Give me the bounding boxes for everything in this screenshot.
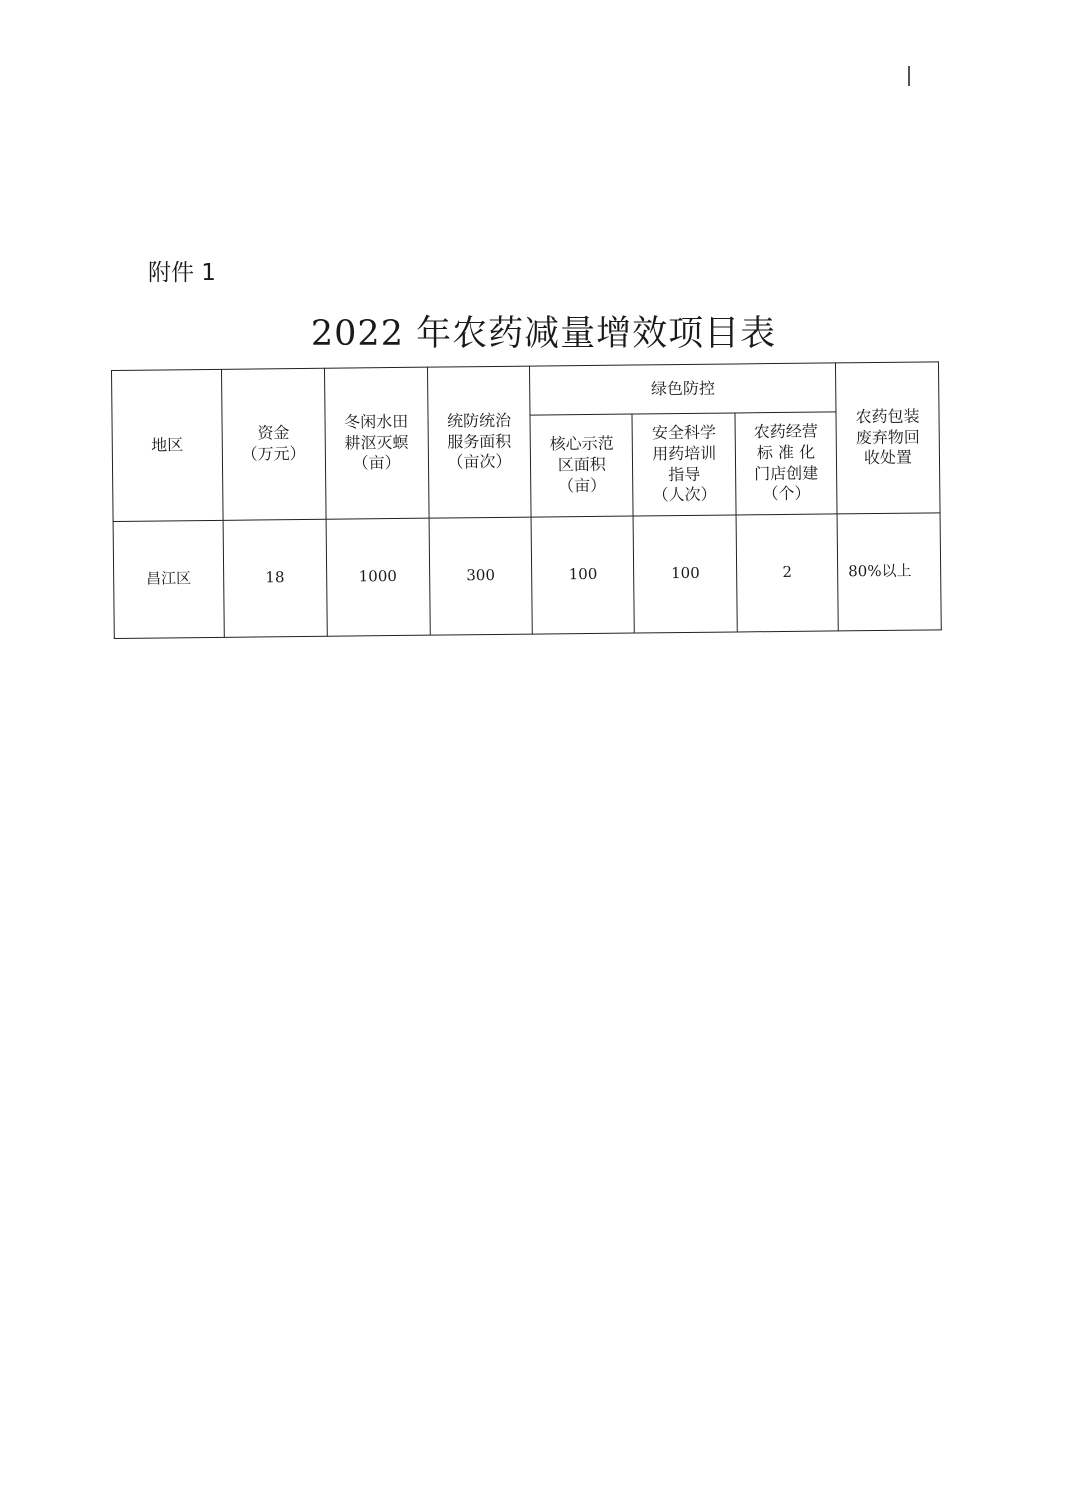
cell-unified-control: 300: [429, 517, 533, 635]
header-green-control: 绿色防控: [530, 363, 836, 415]
header-unified-control: 统防统治 服务面积 （亩次）: [427, 366, 531, 518]
cell-region: 昌江区: [113, 520, 224, 638]
header-funds: 资金 （万元）: [221, 368, 325, 520]
header-region: 地区: [112, 369, 223, 521]
attachment-label: 附件 1: [148, 260, 216, 286]
cell-store-creation: 2: [736, 514, 838, 632]
project-table: [111, 361, 942, 639]
document-title: 2022 年农药减量增效项目表: [310, 314, 777, 354]
cell-safe-training: 100: [633, 515, 737, 633]
header-packaging-recycle: 农药包装 废弃物回 收处置: [836, 362, 941, 514]
header-row-1: [112, 362, 939, 420]
table-row: [113, 513, 941, 639]
cell-funds: 18: [223, 519, 327, 637]
margin-mark: [908, 66, 910, 86]
cell-packaging-recycle: 80%以上: [837, 513, 941, 631]
header-safe-training: 安全科学 用药培训 指导 （人次）: [632, 413, 736, 516]
header-winter-field: 冬闲水田 耕沤灭螟 （亩）: [324, 367, 428, 519]
cell-core-demo: 100: [531, 516, 634, 634]
header-store-creation: 农药经营 标 准 化 门店创建 （个）: [735, 412, 837, 515]
cell-winter-field: 1000: [326, 518, 430, 636]
header-core-demo: 核心示范 区面积 （亩）: [530, 414, 633, 517]
